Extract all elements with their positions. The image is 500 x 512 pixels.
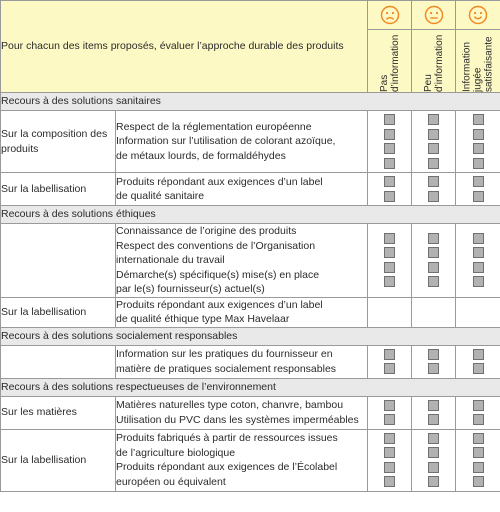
rating-checkbox[interactable] [384, 447, 395, 458]
rating-checkbox[interactable] [473, 114, 484, 125]
row-items [116, 111, 368, 173]
table-row [1, 396, 500, 429]
rating-checkbox[interactable] [473, 158, 484, 169]
checkbox-cell-satisfactory [456, 396, 500, 429]
item-text: Respect des conventions de l’Organisation [116, 239, 316, 252]
rating-checkbox[interactable] [473, 276, 484, 287]
table-row [1, 297, 500, 327]
item-text: Utilisation du PVC dans les systèmes imperméables [116, 413, 359, 426]
item-text: Produits répondant aux exigences d’un label [116, 175, 323, 188]
column-label: Pas d’information [378, 34, 401, 92]
column-header-satisfactory [456, 30, 500, 93]
rating-checkbox[interactable] [473, 262, 484, 273]
checkbox-cell-little-info [412, 396, 456, 429]
rating-checkbox[interactable] [428, 143, 439, 154]
section-header [1, 206, 500, 224]
rating-checkbox[interactable] [473, 363, 484, 374]
rating-checkbox[interactable] [473, 400, 484, 411]
checkbox-cell-satisfactory [456, 224, 500, 298]
rating-checkbox[interactable] [428, 176, 439, 187]
rating-checkbox[interactable] [384, 143, 395, 154]
checkbox-cell-no-info [368, 396, 412, 429]
table-row [1, 224, 500, 298]
section-header [1, 327, 500, 345]
row-items [116, 297, 368, 327]
item-text: de qualité éthique type Max Havelaar [116, 313, 290, 325]
item-text: internationale du travail [116, 254, 225, 266]
row-category [1, 224, 116, 298]
row-items [116, 173, 368, 206]
rating-checkbox[interactable] [428, 400, 439, 411]
rating-checkbox[interactable] [428, 191, 439, 202]
rating-checkbox[interactable] [473, 176, 484, 187]
rating-checkbox[interactable] [428, 447, 439, 458]
rating-checkbox[interactable] [384, 400, 395, 411]
checkbox-cell-little-info [412, 429, 456, 491]
rating-checkbox[interactable] [473, 191, 484, 202]
rating-checkbox[interactable] [473, 349, 484, 360]
checkbox-cell-no-info [368, 429, 412, 491]
item-text: Respect de la réglementation européenne [116, 120, 312, 133]
item-text: par le(s) fournisseur(s) actuel(s) [116, 283, 265, 295]
checkbox-cell-little-info [412, 173, 456, 206]
rating-checkbox[interactable] [384, 158, 395, 169]
checkbox-cell-little-info [412, 111, 456, 173]
table-row [1, 173, 500, 206]
checkbox-cell-satisfactory [456, 297, 500, 327]
column-header-little-info [412, 30, 456, 93]
happy-face-icon [468, 5, 488, 25]
rating-checkbox[interactable] [384, 363, 395, 374]
section-title: Recours à des solutions sanitaires [1, 93, 500, 111]
rating-checkbox[interactable] [428, 247, 439, 258]
instruction-text: Pour chacun des items proposés, évaluer l’approche durable des produits [1, 1, 368, 93]
rating-checkbox[interactable] [384, 247, 395, 258]
table-row [1, 429, 500, 491]
rating-checkbox[interactable] [428, 233, 439, 244]
section-header [1, 93, 500, 111]
rating-checkbox[interactable] [473, 462, 484, 473]
rating-checkbox[interactable] [473, 247, 484, 258]
rating-checkbox[interactable] [384, 349, 395, 360]
rating-checkbox[interactable] [384, 433, 395, 444]
rating-checkbox[interactable] [473, 143, 484, 154]
neutral-face-cell [412, 1, 456, 30]
checkbox-cell-satisfactory [456, 345, 500, 378]
sad-face-icon [380, 5, 400, 25]
checkbox-cell-no-info [368, 224, 412, 298]
item-text: Produits répondant aux exigences de l’Écolabel [116, 461, 338, 473]
rating-checkbox[interactable] [384, 114, 395, 125]
section-header [1, 378, 500, 396]
rating-checkbox[interactable] [384, 262, 395, 273]
rating-checkbox[interactable] [428, 433, 439, 444]
column-label: Peu d’information [422, 34, 445, 92]
row-category: Sur les matières [1, 396, 116, 429]
sad-face-cell [368, 1, 412, 30]
row-category: Sur la labellisation [1, 297, 116, 327]
item-text: Connaissance de l’origine des produits [116, 225, 297, 237]
rating-checkbox[interactable] [384, 176, 395, 187]
item-text: Information sur les pratiques du fournisseur en [116, 348, 333, 360]
section-title: Recours à des solutions socialement responsables [1, 327, 500, 345]
row-category: Sur la composition des produits [1, 111, 116, 173]
row-category: Sur la labellisation [1, 429, 116, 491]
row-category [1, 345, 116, 378]
checkbox-cell-satisfactory [456, 429, 500, 491]
section-title: Recours à des solutions éthiques [1, 206, 500, 224]
rating-checkbox[interactable] [428, 476, 439, 487]
item-text: de l’agriculture biologique [116, 446, 236, 459]
item-text: Démarche(s) spécifique(s) mise(s) en place [116, 268, 320, 281]
checkbox-cell-satisfactory [456, 111, 500, 173]
rating-checkbox[interactable] [473, 233, 484, 244]
checkbox-cell-little-info [412, 224, 456, 298]
item-text: Matières naturelles type coton, chanvre, bambou [116, 399, 344, 411]
row-items [116, 345, 368, 378]
rating-checkbox[interactable] [384, 476, 395, 487]
rating-checkbox[interactable] [473, 433, 484, 444]
rating-checkbox[interactable] [384, 414, 395, 425]
item-text: de qualité sanitaire [116, 190, 205, 202]
row-items [116, 396, 368, 429]
item-text: matière de pratiques socialement responsables [116, 362, 337, 375]
rating-checkbox[interactable] [384, 129, 395, 140]
item-text: de métaux lourds, de formaldéhydes [116, 149, 286, 162]
item-text: Produits fabriqués à partir de ressources issues [116, 432, 338, 444]
row-items [116, 224, 368, 298]
rating-checkbox[interactable] [428, 414, 439, 425]
rating-checkbox[interactable] [473, 129, 484, 140]
checkbox-cell-no-info [368, 173, 412, 206]
rating-checkbox[interactable] [384, 233, 395, 244]
rating-checkbox[interactable] [428, 262, 439, 273]
rating-checkbox[interactable] [428, 349, 439, 360]
rating-checkbox[interactable] [473, 414, 484, 425]
rating-checkbox[interactable] [428, 462, 439, 473]
rating-checkbox[interactable] [473, 476, 484, 487]
happy-face-cell [456, 1, 500, 30]
checkbox-cell-little-info [412, 345, 456, 378]
neutral-face-icon [424, 5, 444, 25]
checkbox-cell-no-info [368, 111, 412, 173]
rating-checkbox[interactable] [384, 276, 395, 287]
checkbox-cell-satisfactory [456, 173, 500, 206]
rating-checkbox[interactable] [384, 191, 395, 202]
checkbox-cell-little-info [412, 297, 456, 327]
checkbox-cell-no-info [368, 297, 412, 327]
checkbox-cell-no-info [368, 345, 412, 378]
rating-checkbox[interactable] [428, 129, 439, 140]
item-text: européen ou équivalent [116, 475, 226, 488]
item-text: Information sur l’utilisation de colorant azoïque, [116, 135, 336, 148]
row-category: Sur la labellisation [1, 173, 116, 206]
row-items [116, 429, 368, 491]
rating-checkbox[interactable] [428, 276, 439, 287]
column-label: Information jugée satisfaisante [461, 36, 495, 92]
rating-checkbox[interactable] [428, 114, 439, 125]
table-row [1, 345, 500, 378]
rating-checkbox[interactable] [384, 462, 395, 473]
rating-checkbox[interactable] [428, 363, 439, 374]
item-text: Produits répondant aux exigences d’un label [116, 298, 323, 311]
rating-checkbox[interactable] [473, 447, 484, 458]
rating-checkbox[interactable] [428, 158, 439, 169]
section-title: Recours à des solutions respectueuses de l’environnement [1, 378, 500, 396]
column-header-no-info [368, 30, 412, 93]
table-row [1, 111, 500, 173]
